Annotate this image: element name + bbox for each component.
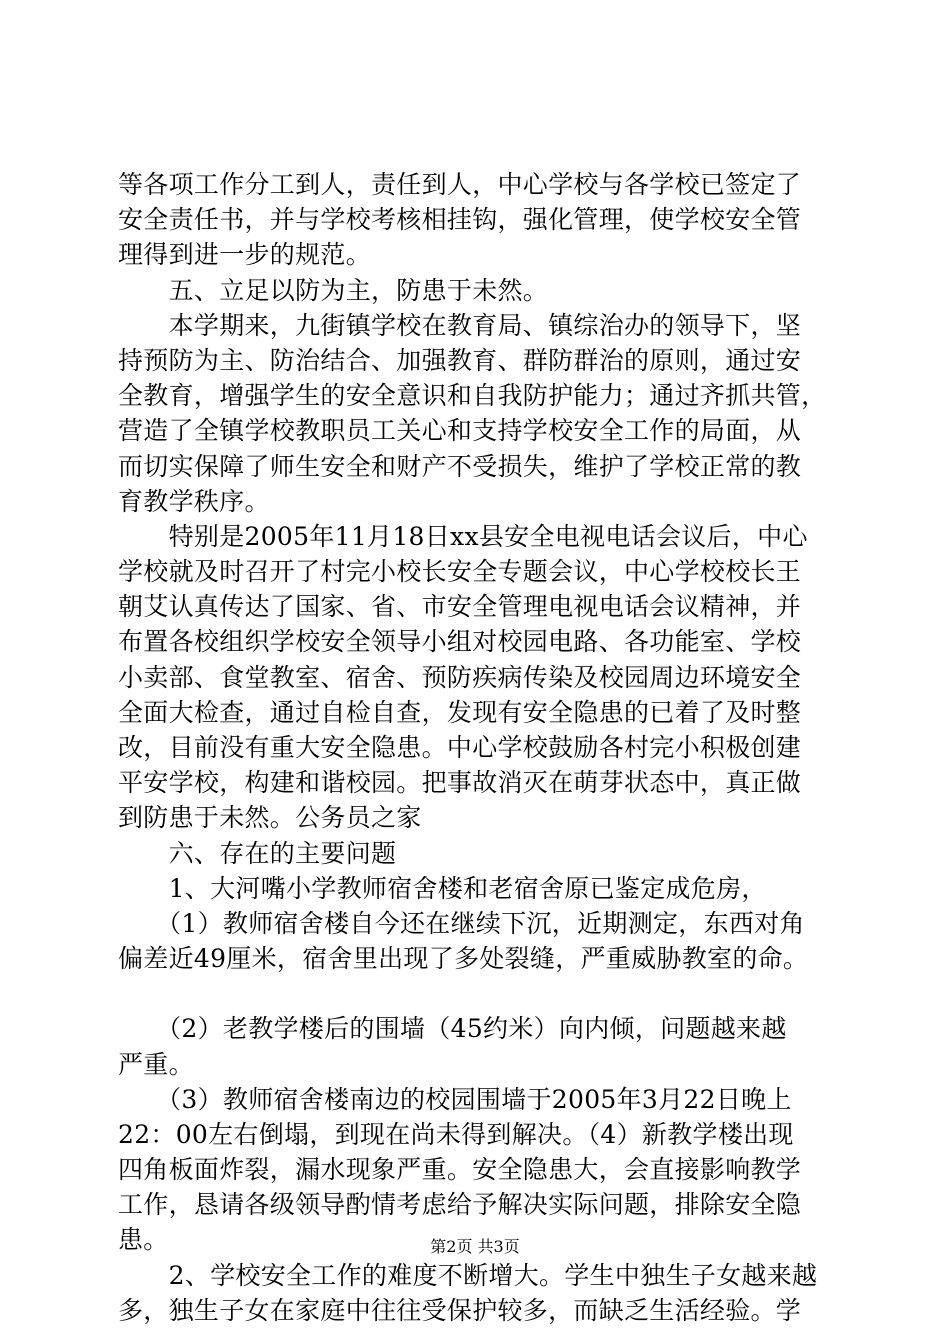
text-line: 偏差近49厘米，宿舍里出现了多处裂缝，严重威胁教室的命。 [118, 944, 809, 974]
text-line: 本学期来，九街镇学校在教育局、镇综治办的领导下，坚 [118, 310, 802, 340]
text-line: 四角板面炸裂，漏水现象严重。安全隐患大，会直接影响教学 [118, 1155, 802, 1185]
section-heading [118, 836, 834, 871]
text-line: 2、学校安全工作的难度不断增大。学生中独生子女越来越 [118, 1260, 818, 1290]
text-line: 多，独生子女在家庭中往往受保护较多，而缺乏生活经验。学 [118, 1295, 802, 1325]
document-body [118, 167, 834, 1328]
page-number-footer: 第2页 共3页 [430, 1237, 520, 1256]
paragraph [118, 308, 834, 519]
text-line: 持预防为主、防治结合、加强教育、群防群治的原则，通过安 [118, 345, 802, 375]
paragraph [118, 1011, 834, 1081]
paragraph [118, 906, 834, 976]
text-line: 全面大检查，通过自检自查，发现有安全隐患的已着了及时整 [118, 697, 802, 727]
paragraph [118, 167, 834, 273]
text-line: 小卖部、食堂教室、宿舍、预防疾病传染及校园周边环境安全 [118, 662, 802, 692]
text-line: 1、大河嘴小学教师宿舍楼和老宿舍原已鉴定成危房， [118, 873, 767, 903]
text-line: 五、立足以防为主，防患于未然。 [118, 275, 549, 305]
paragraph [118, 871, 834, 906]
paragraph [118, 1258, 834, 1328]
paragraph [118, 1082, 834, 1258]
text-line: 六、存在的主要问题 [118, 838, 397, 868]
text-line: （1）教师宿舍楼自今还在继续下沉，近期测定，东西对角 [118, 908, 805, 938]
text-line: 等各项工作分工到人，责任到人，中心学校与各学校已签定了 [118, 170, 802, 199]
text-line: 工作，恳请各级领导酌情考虑给予解决实际问题，排除安全隐 [118, 1190, 802, 1220]
text-line: （2）老教学楼后的围墙（45约米）向内倾，问题越来越 [118, 1014, 787, 1044]
text-line: 患。 [118, 1225, 169, 1255]
text-line: 安全责任书，并与学校考核相挂钩，强化管理，使学校安全管 [118, 205, 802, 235]
section-heading [118, 273, 834, 308]
text-line: 理得到进一步的规范。 [118, 240, 372, 270]
text-line: 营造了全镇学校教职员工关心和支持学校安全工作的局面，从 [118, 416, 802, 446]
text-line: 到防患于未然。公务员之家 [118, 803, 422, 833]
text-line: 平安学校，构建和谐校园。把事故消灭在萌芽状态中，真正做 [118, 768, 802, 798]
text-line: 22：00左右倒塌，到现在尚未得到解决。（4）新教学楼出现 [118, 1119, 794, 1149]
text-line: 而切实保障了师生安全和财产不受损失，维护了学校正常的教 [118, 451, 802, 481]
text-line: 布置各校组织学校安全领导小组对校园电路、各功能室、学校 [118, 627, 802, 657]
text-line: 特别是2005年11月18日xx县安全电视电话会议后，中心 [118, 521, 808, 551]
text-line: 朝艾认真传达了国家、省、市安全管理电视电话会议精神，并 [118, 592, 802, 622]
text-line: 全教育，增强学生的安全意识和自我防护能力；通过齐抓共管， [118, 381, 827, 411]
text-line: 严重。 [118, 1049, 194, 1079]
paragraph [118, 519, 834, 836]
blank-line [118, 976, 834, 1011]
text-line: 学校就及时召开了村完小校长安全专题会议，中心学校校长王 [118, 557, 802, 587]
text-line: 改，目前没有重大安全隐患。中心学校鼓励各村完小积极创建 [118, 733, 802, 762]
text-line: 育教学秩序。 [118, 486, 270, 516]
text-line: （3）教师宿舍楼南边的校园围墙于2005年3月22日晚上 [118, 1084, 792, 1114]
